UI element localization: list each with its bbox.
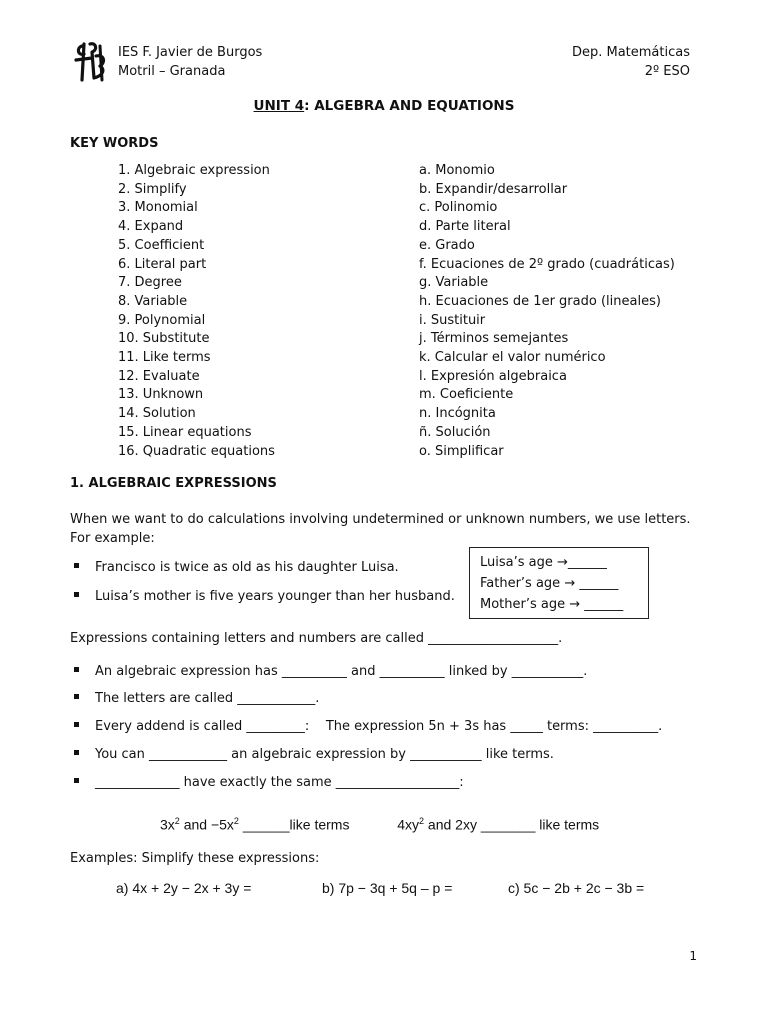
key-word-item: o. Simplificar [419, 443, 504, 459]
header-right [572, 43, 690, 81]
list-item: Francisco is twice as old as his daughter Luisa. [74, 560, 399, 575]
key-word-item: 7. Degree [118, 275, 182, 291]
key-word-item: 4. Expand [118, 219, 184, 235]
bullet-icon [74, 722, 79, 727]
school-location: Motril – Granada [118, 64, 226, 79]
key-word-item: 10. Substitute [118, 331, 210, 347]
list-item: The letters are called ____________. [74, 691, 319, 706]
intro-paragraph: When we want to do calculations involving undetermined or unknown numbers, we use letters. For example: [70, 512, 691, 546]
key-word-item: 11. Like terms [118, 350, 211, 366]
department: Dep. Matemáticas [571, 45, 690, 60]
title-colon: : ALGEBRA AND EQUATIONS [304, 98, 515, 114]
key-word-item: b. Expandir/desarrollar [419, 181, 568, 197]
key-word-item: d. Parte literal [419, 219, 511, 235]
bullet-icon [74, 592, 79, 597]
key-word-item: 3. Monomial [118, 200, 198, 216]
list-item: You can ____________ an algebraic expression by ___________ like terms. [74, 747, 554, 762]
key-word-item: m. Coeficiente [419, 387, 514, 403]
key-word-item: k. Calcular el valor numérico [419, 350, 606, 366]
school-logo [72, 40, 116, 84]
simplify-exercise-b: b) 7p − 3q + 5q – p = [322, 880, 453, 896]
key-word-item: 2. Simplify [118, 181, 187, 197]
age-line: Mother’s age → ______ [480, 597, 624, 612]
list-item: Every addend is called _________: The expression 5n + 3s has _____ terms: __________. [74, 719, 662, 734]
key-word-item: ñ. Solución [419, 424, 491, 440]
section-heading: 1. ALGEBRAIC EXPRESSIONS [70, 476, 277, 491]
page-title [0, 98, 768, 114]
key-word-item: e. Grado [419, 237, 475, 253]
bullet-icon [74, 694, 79, 699]
age-line: Father’s age → ______ [480, 576, 619, 591]
key-word-item: 12. Evaluate [118, 368, 200, 384]
title-unit: UNIT 4 [253, 98, 305, 114]
list-item: Luisa’s mother is five years younger than her husband. [74, 589, 455, 604]
key-word-item: i. Sustituir [419, 312, 486, 328]
key-word-item: 14. Solution [118, 406, 196, 422]
key-word-item: 9. Polynomial [118, 312, 206, 328]
list-item: An algebraic expression has __________ and __________ linked by ___________. [74, 664, 587, 679]
school-name: IES F. Javier de Burgos [118, 45, 263, 60]
key-word-item: c. Polinomio [419, 200, 498, 216]
page-number: 1 [689, 949, 697, 963]
key-word-item: 1. Algebraic expression [118, 163, 270, 178]
simplify-exercise-c: c) 5c − 2b + 2c − 3b = [508, 880, 645, 896]
bullet-icon [74, 667, 79, 672]
key-words-english [118, 162, 275, 461]
age-box [469, 547, 649, 619]
age-line: Luisa’s age →______ [480, 555, 607, 570]
bullet-icon [74, 750, 79, 755]
simplify-exercise-a: a) 4x + 2y − 2x + 3y = [116, 880, 252, 896]
key-word-item: h. Ecuaciones de 1er grado (lineales) [419, 293, 661, 309]
key-word-item: 13. Unknown [118, 387, 204, 403]
expressions-definition: Expressions containing letters and numbers are called ____________________. [70, 631, 563, 646]
examples-heading: Examples: Simplify these expressions: [70, 851, 320, 866]
header-left [118, 43, 262, 81]
list-item: _____________ have exactly the same ___________________: [74, 775, 464, 790]
key-word-item: f. Ecuaciones de 2º grado (cuadráticas) [419, 256, 675, 272]
key-word-item: g. Variable [419, 275, 489, 291]
key-word-item: a. Monomio [419, 163, 495, 178]
course: 2º ESO [644, 64, 690, 79]
key-word-item: j. Términos semejantes [419, 331, 569, 347]
key-words-heading: KEY WORDS [70, 136, 159, 151]
key-word-item: 16. Quadratic equations [118, 443, 275, 459]
key-word-item: 8. Variable [118, 293, 188, 309]
bullet-icon [74, 563, 79, 568]
key-words-spanish [419, 162, 675, 461]
key-word-item: 15. Linear equations [118, 424, 252, 440]
key-word-item: l. Expresión algebraica [419, 368, 567, 384]
key-word-item: n. Incógnita [419, 406, 496, 422]
bullet-icon [74, 778, 79, 783]
like-terms-examples: $3x^2$ and $-5x^2$ ______like terms $4xy^2$ and 2xy _______ like terms [160, 816, 600, 833]
key-word-item: 5. Coefficient [118, 237, 205, 253]
key-word-item: 6. Literal part [118, 256, 207, 272]
